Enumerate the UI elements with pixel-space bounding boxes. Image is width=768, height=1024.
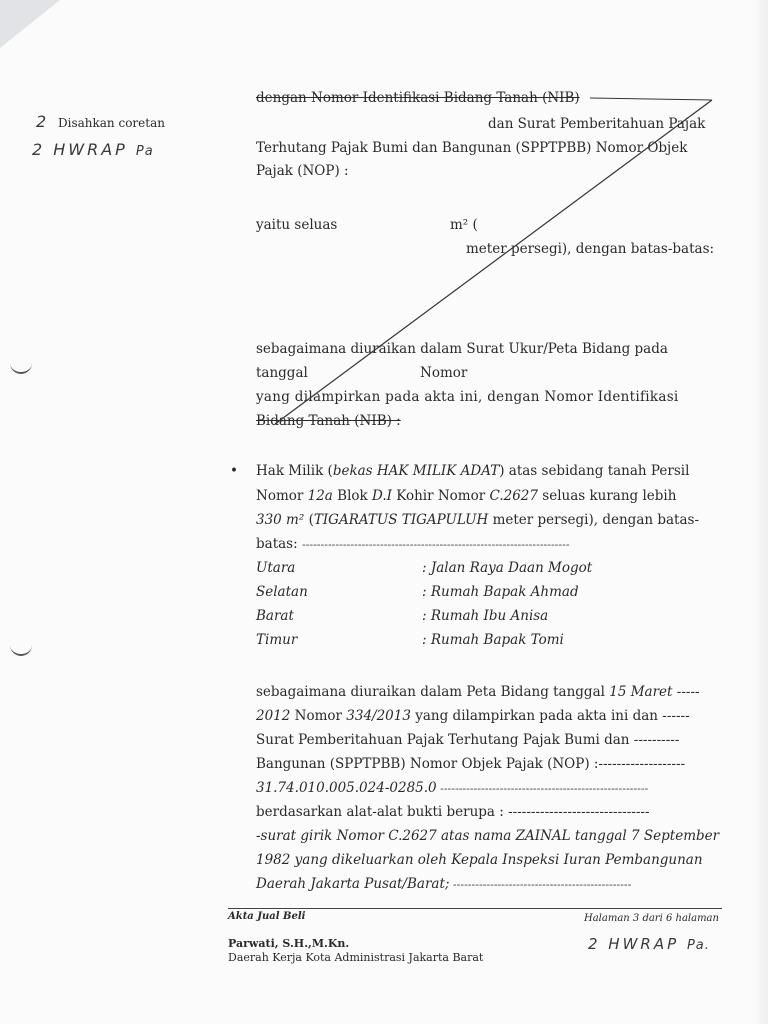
- crossed-line-9: yang dilampirkan pada akta ini, dengan Nomor Identifikasi: [256, 389, 679, 405]
- crossed-line-6: meter persegi), dengan batas-batas:: [466, 241, 715, 257]
- crossed-line-4: Pajak (NOP) :: [256, 163, 349, 179]
- boundary-dir-north: Utara: [256, 560, 296, 576]
- item-line-2: Nomor 12a Blok D.I Kohir Nomor C.2627 seluas kurang lebih: [256, 488, 677, 504]
- crossed-line-1: dengan Nomor Identifikasi Bidang Tanah (NIB): [256, 90, 580, 106]
- crossed-line-2: dan Surat Pemberitahuan Pajak: [488, 116, 706, 132]
- para-line-2: 2012 Nomor 334/2013 yang dilampirkan pada akta ini dan ------: [256, 708, 690, 724]
- margin-note-text: Disahkan coretan: [58, 116, 165, 130]
- item-line-4: batas: ------------------------------------------------------------------------: [256, 536, 570, 552]
- boundary-dir-west: Barat: [256, 608, 294, 624]
- crossed-line-3: Terhutang Pajak Bumi dan Bangunan (SPPTPBB) Nomor Objek: [256, 140, 688, 156]
- boundary-value-south: : Rumah Bapak Ahmad: [422, 584, 579, 600]
- footer-notary-name: Parwati, S.H.,M.Kn.: [228, 937, 350, 950]
- footer-handwriting: 2 HWRAP Pa.: [588, 935, 710, 953]
- para-line-3: Surat Pemberitahuan Pajak Terhutang Pajak Bumi dan ----------: [256, 732, 680, 748]
- para-line-1: sebagaimana diuraikan dalam Peta Bidang tanggal 15 Maret -----: [256, 684, 700, 700]
- boundary-value-north: : Jalan Raya Daan Mogot: [422, 560, 593, 576]
- boundary-dir-south: Selatan: [256, 584, 308, 600]
- para-line-5: 31.74.010.005.024-0285.0 --------------------------------------------------------: [256, 780, 649, 796]
- bullet-point: •: [230, 463, 238, 479]
- crossed-line-5b: m² (: [450, 217, 478, 233]
- margin-note-number: 2: [36, 112, 47, 131]
- para-line-4: Bangunan (SPPTPBB) Nomor Objek Pajak (NOP) :-------------------: [256, 756, 686, 772]
- boundary-value-east: : Rumah Bapak Tomi: [422, 632, 564, 648]
- para-line-7: -surat girik Nomor C.2627 atas nama ZAINAL tanggal 7 September: [256, 828, 720, 844]
- para-line-9: Daerah Jakarta Pusat/Barat; ------------------------------------------------: [256, 876, 632, 892]
- footer-left-title: Akta Jual Beli: [228, 911, 306, 922]
- crossed-line-7: sebagaimana diuraikan dalam Surat Ukur/Peta Bidang pada: [256, 341, 668, 357]
- boundary-value-west: : Rumah Ibu Anisa: [422, 608, 549, 624]
- crossed-line-8b: Nomor: [420, 365, 468, 381]
- crossed-line-10: Bidang Tanah (NIB) :: [256, 413, 401, 429]
- item-line-1: Hak Milik (bekas HAK MILIK ADAT) atas sebidang tanah Persil: [256, 463, 690, 479]
- boundary-dir-east: Timur: [256, 632, 298, 648]
- item-line-3: 330 m² (TIGARATUS TIGAPULUH meter persegi), dengan batas-: [256, 512, 700, 528]
- para-line-6: berdasarkan alat-alat bukti berupa : -------------------------------: [256, 804, 650, 820]
- footer-page-number: Halaman 3 dari 6 halaman: [584, 913, 719, 924]
- footer-notary-area: Daerah Kerja Kota Administrasi Jakarta Barat: [228, 951, 484, 964]
- para-line-8: 1982 yang dikeluarkan oleh Kepala Inspeksi Iuran Pembangunan: [256, 852, 703, 868]
- crossed-line-5a: yaitu seluas: [256, 217, 338, 233]
- margin-handwriting: 2 HWRAP Pa: [32, 140, 154, 159]
- crossed-line-8a: tanggal: [256, 365, 308, 381]
